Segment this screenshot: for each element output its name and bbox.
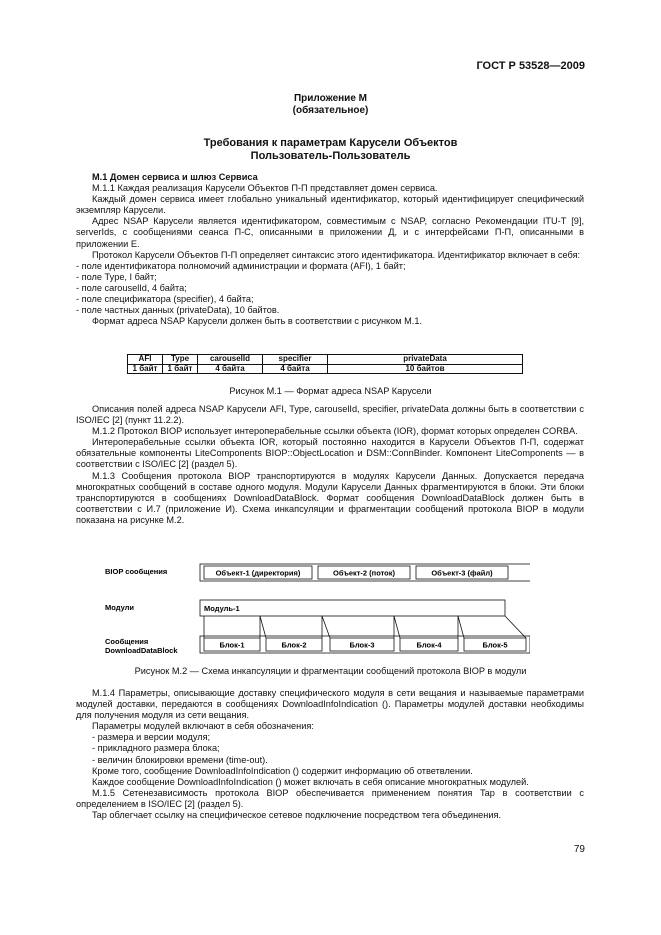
paragraph: Кроме того, сообщение DownloadInfoIndication () содержит информацию об ответвлении. xyxy=(92,765,473,776)
nsap-address-format-table xyxy=(127,354,523,374)
appendix-status: (обязательное) xyxy=(292,105,369,116)
list-item: - поле carouselId, 4 байта; xyxy=(76,282,187,293)
object-label: Объект-3 (файл) xyxy=(431,568,493,578)
field-size: 1 байт xyxy=(163,364,198,374)
field-size: 4 байта xyxy=(263,364,328,374)
field-name: AFI xyxy=(128,355,163,365)
field-name: privateData xyxy=(328,355,523,365)
row-label-blocks-line1: Сообщения xyxy=(105,637,149,646)
row-label-modules: Модули xyxy=(105,603,135,612)
figure-m1-caption: Рисунок М.1 — Формат адреса NSAP Карусели xyxy=(229,386,432,396)
paragraph: М.1.1 Каждая реализация Карусели Объектов П-П представляет домен сервиса. xyxy=(92,183,438,194)
row-label-messages: BIOP сообщения xyxy=(105,567,168,576)
section-heading: М.1 Домен сервиса и шлюз Сервиса xyxy=(92,172,258,182)
appendix-title: Приложение М xyxy=(293,93,368,104)
paragraph: Tap облегчает ссылку на специфическое сетевое подключение посредством тега объединения. xyxy=(92,810,502,821)
field-size: 1 байт xyxy=(128,364,163,374)
paragraph: Каждое сообщение DownloadInfoIndication () может включать в себя описание многократных модулей. xyxy=(92,776,529,787)
list-item: - величин блокировки времени (time-out). xyxy=(92,754,268,765)
page-number: 79 xyxy=(573,844,585,855)
paragraph: Адрес NSAP Карусели является идентификатором, совместимым с NSAP, согласно Рекомендации ITU-T [9], serverIds, с сообщениями сеанса П-С, описанными в приложении Д, и с интерфейсами П-П, описанными в приложении Е. xyxy=(76,216,584,249)
list-item: - поле идентификатора полномочий администрации и формата (AFI), 1 байт; xyxy=(76,260,406,271)
main-title-line-2: Пользователь-Пользователь xyxy=(250,150,411,162)
block-label: Блок-2 xyxy=(281,640,307,650)
block-label: Блок-5 xyxy=(482,640,508,650)
figure-m2-caption: Рисунок М.2 — Схема инкапсуляции и фрагментации сообщений протокола BIOP в модули xyxy=(134,666,527,676)
fragmentation-lines xyxy=(204,616,526,638)
field-size: 4 байта xyxy=(198,364,263,374)
block-label: Блок-4 xyxy=(416,640,442,650)
block-label: Блок-1 xyxy=(219,640,245,650)
paragraph: Описания полей адреса NSAP Карусели AFI, Type, carouselId, specifier, privateData должны быть в соответствии с ISO/IEC [2] (пункт 11.2.2). xyxy=(76,404,584,426)
block-label: Блок-3 xyxy=(349,640,375,650)
module-box xyxy=(200,600,505,616)
field-size: 10 байтов xyxy=(328,364,523,374)
paragraph: Каждый домен сервиса имеет глобально уникальный идентификатор, который идентифицирует специфический экземпляр Карусели. xyxy=(76,194,584,216)
biop-encapsulation-diagram xyxy=(100,560,530,660)
field-name: carouselId xyxy=(198,355,263,365)
section-m14-text xyxy=(76,688,584,821)
standard-number: ГОСТ Р 53528—2009 xyxy=(476,60,585,72)
paragraph: М.1.5 Сетенезависимость протокола BIOP обеспечивается применением понятия Tap в соответствии с определением в ISO/IEC [2] (раздел 5). xyxy=(76,787,584,809)
paragraph: Формат адреса NSAP Карусели должен быть в соответствии с рисунком М.1. xyxy=(92,316,423,327)
list-item: - поле спецификатора (specifier), 4 байта; xyxy=(76,294,254,305)
object-label: Объект-2 (поток) xyxy=(332,568,396,578)
main-title-line-1: Требования к параметрам Карусели Объектов xyxy=(203,137,458,149)
list-item: - поле частных данных (privateData), 10 байтов. xyxy=(76,305,280,316)
paragraph: Протокол Карусели Объектов П-П определяет синтаксис этого идентификатора. Идентификатор включает в себя: xyxy=(92,249,581,260)
list-item: - поле Type, I байт; xyxy=(76,271,157,282)
paragraph: М.1.2 Протокол BIOP использует интероперабельные ссылки объекта (IOR), формат которых определен CORBA. xyxy=(92,426,578,437)
field-name: specifier xyxy=(263,355,328,365)
paragraph: М.1.4 Параметры, описывающие доставку специфического модуля в сети вещания и называемые параметрами модулей доставки, передаются в сообщениях DownloadInfoIndication (). Параметры модулей доставки необходимы для получения модуля из сети вещания. xyxy=(76,688,584,721)
main-title xyxy=(0,137,661,163)
paragraph: М.1.3 Сообщения протокола BIOP транспортируются в модулях Карусели Данных. Допускается передача многократных сообщений в составе одного модуля. Модули Карусели Данных фрагментируются в блоки. Эти блоки транспортируются в сообщениях DownloadDataBlock. Формат сообщения DownloadDataBlock должен быть в соответствии с И.7 (приложение И). Схема инкапсуляции и фрагментации сообщений протокола BIOP в модули показана на рисунке М.2. xyxy=(76,470,584,525)
appendix-heading xyxy=(0,93,661,117)
row-label-blocks-line2: DownloadDataBlock xyxy=(105,646,178,655)
section-m1-text xyxy=(76,172,584,327)
paragraph: Параметры модулей включают в себя обозначения: xyxy=(92,721,314,732)
module-label: Модуль-1 xyxy=(204,604,240,613)
paragraph: Интероперабельные ссылки объекта IOR, который постоянно находится в Карусели Объектов П-П, содержат обязательные компоненты LiteComponents BIOP::ObjectLocation и DSM::ConnBinder. Компонент LiteComponents — в соответствии с ISO/IEC [2] (раздел 5). xyxy=(76,437,584,470)
section-m12-text xyxy=(76,404,584,526)
list-item: - размера и версии модуля; xyxy=(92,732,211,743)
list-item: - прикладного размера блока; xyxy=(92,743,220,754)
field-name: Type xyxy=(163,355,198,365)
object-label: Объект-1 (директория) xyxy=(215,568,301,578)
